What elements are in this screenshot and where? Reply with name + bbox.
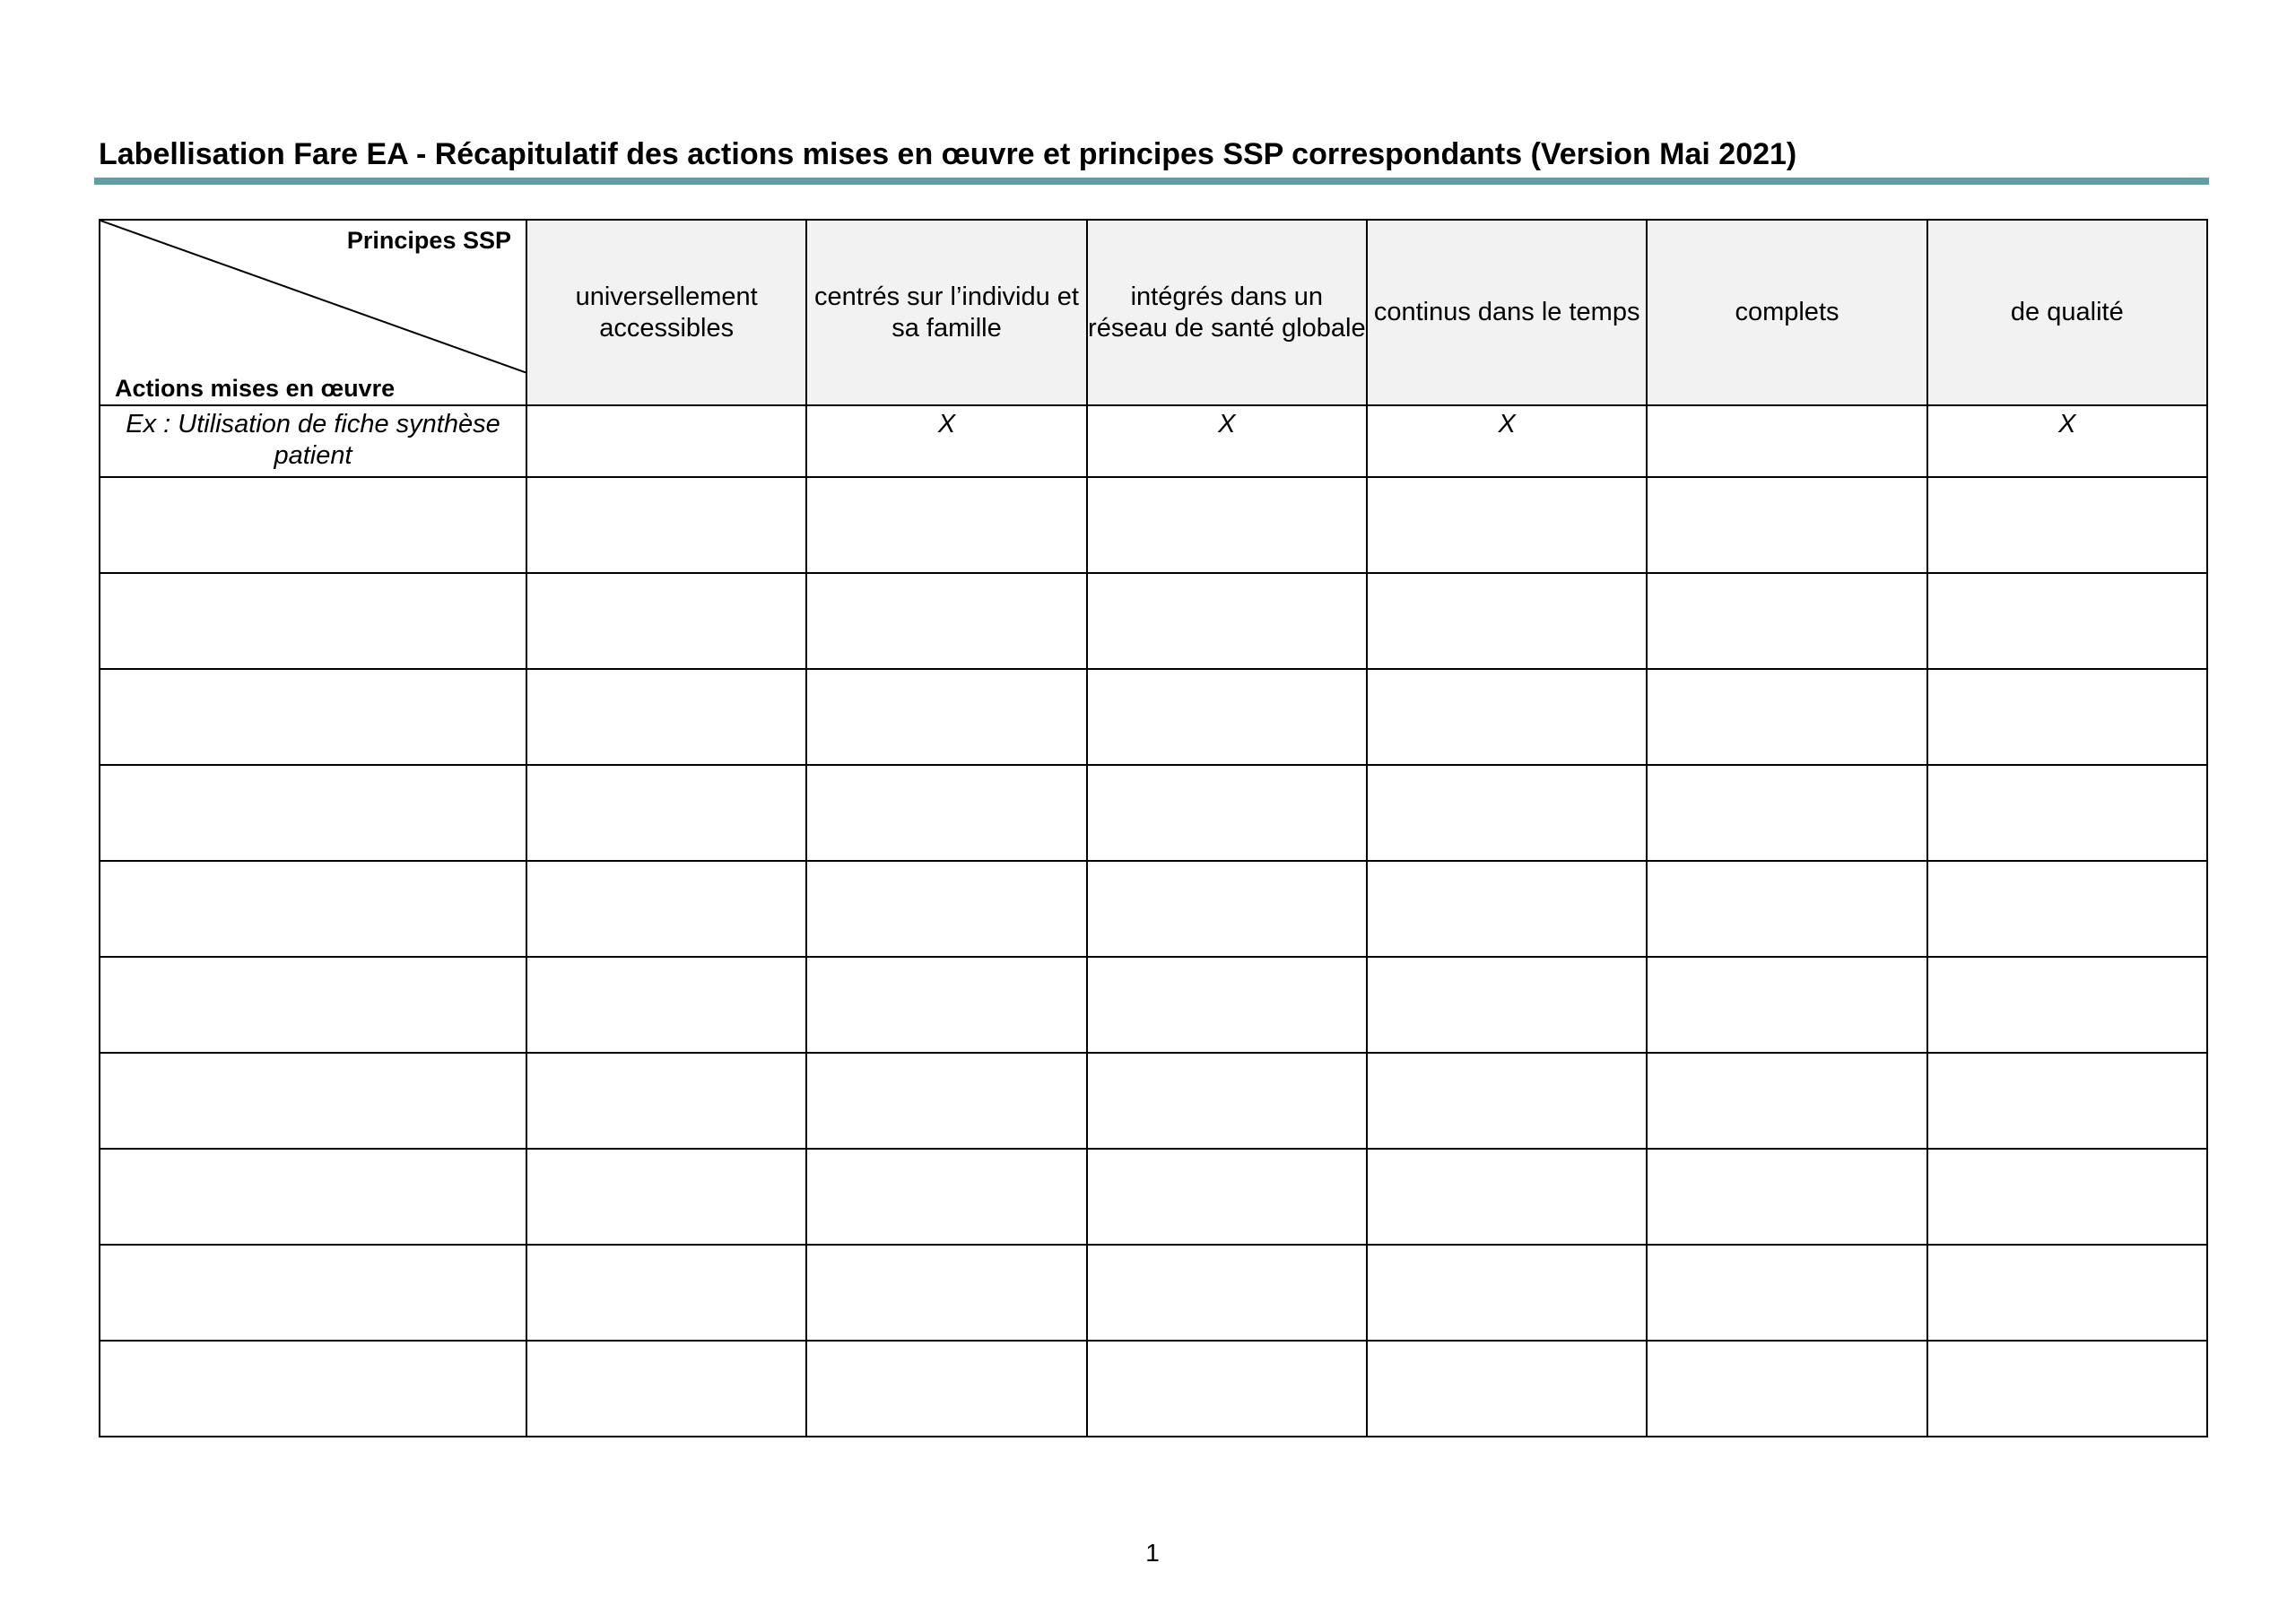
page-number: 1 (1145, 1539, 1160, 1567)
principle-cell (1647, 957, 1926, 1053)
principle-cell (526, 861, 806, 957)
principle-cell (806, 477, 1086, 573)
principle-cell (526, 1245, 806, 1341)
action-cell (100, 861, 526, 957)
corner-actions-label: Actions mises en œuvre (115, 375, 396, 402)
action-cell (100, 1245, 526, 1341)
principle-cell (1087, 765, 1367, 861)
document-title: Labellisation Fare EA - Récapitulatif des actions mises en œuvre et principes SSP correspondants (Version Mai 2021) (99, 137, 1797, 171)
principle-cell (1647, 1149, 1926, 1245)
principle-cell (1647, 765, 1926, 861)
example-action-cell: Ex : Utilisation de fiche synthèse patient (100, 405, 526, 477)
table-row (100, 1053, 2207, 1149)
principle-header: continus dans le temps (1367, 220, 1647, 405)
principle-header: intégrés dans un réseau de santé globale (1087, 220, 1367, 405)
principle-cell (526, 957, 806, 1053)
principle-cell (1367, 1245, 1647, 1341)
principle-cell (806, 669, 1086, 765)
principle-cell (1927, 669, 2207, 765)
table-row (100, 1149, 2207, 1245)
principle-cell (806, 1053, 1086, 1149)
principles-table (99, 219, 2208, 1437)
principle-cell (1087, 1245, 1367, 1341)
principle-cell (1927, 861, 2207, 957)
table-header-row (100, 220, 2207, 405)
principle-cell (1927, 1149, 2207, 1245)
principle-cell (1927, 1341, 2207, 1437)
principle-cell (1927, 477, 2207, 573)
principle-cell (526, 1149, 806, 1245)
principle-cell (1927, 957, 2207, 1053)
action-cell (100, 669, 526, 765)
principle-cell (1647, 1245, 1926, 1341)
table-row (100, 765, 2207, 861)
principle-cell (1087, 477, 1367, 573)
principle-cell (1647, 1053, 1926, 1149)
principle-cell (1367, 1149, 1647, 1245)
action-cell (100, 1053, 526, 1149)
table-row (100, 1341, 2207, 1437)
action-cell (100, 1149, 526, 1245)
principle-cell (1647, 861, 1926, 957)
table-row (100, 477, 2207, 573)
action-cell (100, 573, 526, 669)
table-row (100, 573, 2207, 669)
action-cell (100, 477, 526, 573)
example-mark-cell: X (1087, 405, 1367, 477)
table-body (100, 405, 2207, 1437)
principle-cell (806, 573, 1086, 669)
principle-cell (1087, 1053, 1367, 1149)
action-cell (100, 1341, 526, 1437)
principle-cell (806, 957, 1086, 1053)
principle-cell (526, 1341, 806, 1437)
principle-cell (806, 1149, 1086, 1245)
principle-cell (1647, 1341, 1926, 1437)
principle-cell (1087, 861, 1367, 957)
principle-cell (1367, 477, 1647, 573)
principle-cell (1087, 573, 1367, 669)
principle-header: centrés sur l’individu et sa famille (806, 220, 1086, 405)
table-row (100, 669, 2207, 765)
principle-cell (526, 1053, 806, 1149)
corner-principles-label: Principes SSP (346, 227, 511, 254)
example-mark-cell (526, 405, 806, 477)
example-row (100, 405, 2207, 477)
principle-cell (1087, 1149, 1367, 1245)
principle-cell (526, 573, 806, 669)
principle-cell (1087, 1341, 1367, 1437)
principle-cell (1647, 669, 1926, 765)
example-mark-cell: X (1367, 405, 1647, 477)
principle-cell (1367, 573, 1647, 669)
principle-header: de qualité (1927, 220, 2207, 405)
principle-cell (1367, 957, 1647, 1053)
action-cell (100, 957, 526, 1053)
example-mark-cell (1647, 405, 1926, 477)
principle-cell (806, 861, 1086, 957)
principle-cell (1367, 765, 1647, 861)
table-row (100, 861, 2207, 957)
principle-header: universellement accessibles (526, 220, 806, 405)
principle-cell (1367, 669, 1647, 765)
principle-cell (526, 669, 806, 765)
header-corner-cell (100, 220, 526, 405)
table-row (100, 1245, 2207, 1341)
action-cell (100, 765, 526, 861)
principle-cell (1087, 669, 1367, 765)
principle-cell (1927, 1245, 2207, 1341)
principle-cell (1927, 1053, 2207, 1149)
principle-cell (1367, 1053, 1647, 1149)
principle-cell (1367, 861, 1647, 957)
principle-cell (526, 477, 806, 573)
principle-cell (806, 1341, 1086, 1437)
principle-cell (1647, 573, 1926, 669)
principle-cell (806, 1245, 1086, 1341)
principle-cell (1927, 765, 2207, 861)
principle-cell (1087, 957, 1367, 1053)
example-mark-cell: X (1927, 405, 2207, 477)
principle-cell (526, 765, 806, 861)
principle-cell (806, 765, 1086, 861)
principle-cell (1647, 477, 1926, 573)
principle-cell (1927, 573, 2207, 669)
title-underline (94, 178, 2209, 185)
principle-cell (1367, 1341, 1647, 1437)
principle-header: complets (1647, 220, 1926, 405)
table-row (100, 957, 2207, 1053)
example-mark-cell: X (806, 405, 1086, 477)
